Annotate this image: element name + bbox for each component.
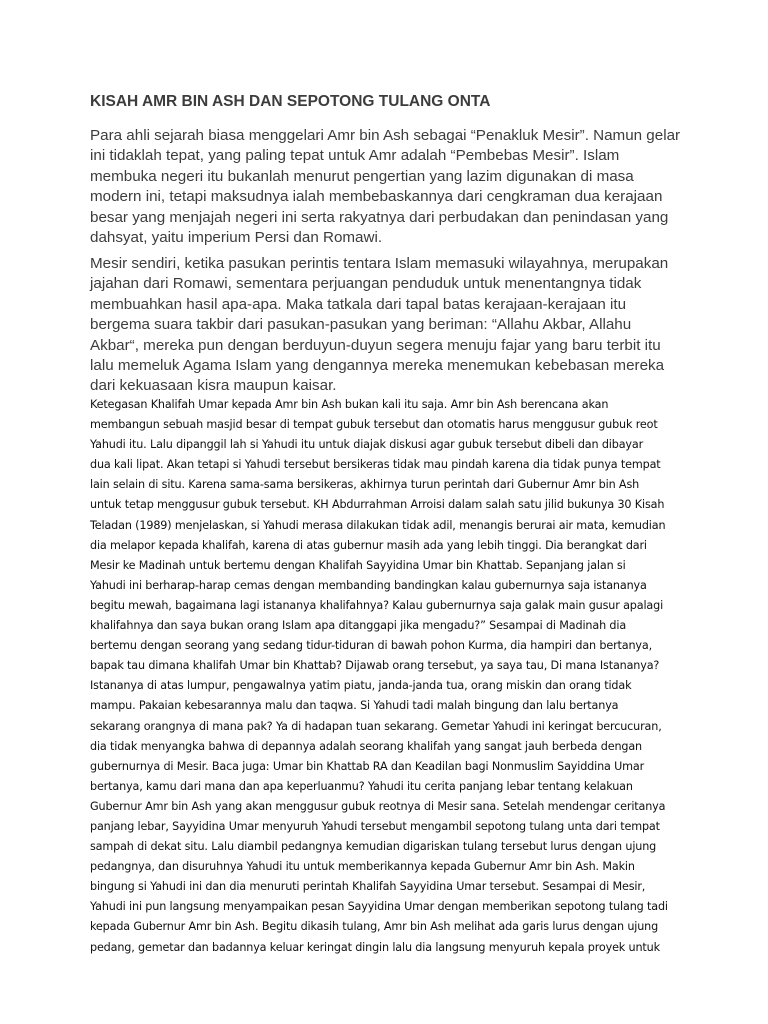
paragraph-story-line: bapak tau dimana khalifah Umar bin Khattab? Dijawab orang tersebut, ya saya tau, Di mana Istananya? xyxy=(90,659,660,673)
paragraph-story-line: sekarang orangnya di mana pak? Ya di hadapan tuan sekarang. Gemetar Yahudi ini keringat bercucuran, xyxy=(90,719,662,733)
paragraph-story-line: Yahudi ini berharap-harap cemas dengan membanding bandingkan kalau gubernurnya saja istananya xyxy=(90,578,647,592)
paragraph-story-line: membangun sebuah masjid besar di tempat gubuk tersebut dan otomatis harus menggusur gubuk reot xyxy=(90,418,658,432)
paragraph-intro-line: besar yang menjajah negeri ini serta rakyatnya dari perbudakan dan penindasan yang xyxy=(90,208,669,226)
paragraph-story xyxy=(90,395,690,958)
paragraph-story-line: Ketegasan Khalifah Umar kepada Amr bin Ash bukan kali itu saja. Amr bin Ash berencana akan xyxy=(90,398,609,411)
paragraph-mesir-line: bergema suara takbir dari pasukan-pasukan yang beriman: “Allahu Akbar, Allahu xyxy=(90,316,632,334)
paragraph-story-line: khalifahnya dan saya bukan orang Islam apa ditanggapi jika mengadu?” Sesampai di Madinah dia xyxy=(90,619,627,633)
paragraph-mesir-line: dari kekuasaan kisra maupun kaisar. xyxy=(90,377,337,395)
paragraph-story-line: dia tidak menyangka bahwa di depannya adalah seorang khalifah yang sangat jauh berbeda dengan xyxy=(90,739,642,753)
paragraph-story-line: panjang lebar, Sayyidina Umar menyuruh Yahudi tersebut mengambil sepotong tulang unta dari tempat xyxy=(90,819,660,833)
paragraph-mesir-line: Mesir sendiri, ketika pasukan perintis tentara Islam memasuki wilayahnya, merupakan xyxy=(90,255,669,272)
paragraph-story-line: dua kali lipat. Akan tetapi si Yahudi tersebut bersikeras tidak mau pindah karena dia tidak punya tempat xyxy=(90,458,661,472)
paragraph-intro-line: Para ahli sejarah biasa menggelari Amr bin Ash sebagai “Penakluk Mesir”. Namun gelar xyxy=(90,127,681,144)
paragraph-intro xyxy=(90,126,690,248)
paragraph-intro-line: modern ini, tetapi maksudnya ialah membebaskannya dari cengkraman dua kerajaan xyxy=(90,188,663,206)
paragraph-story-line: bertanya, kamu dari mana dan apa keperluanmu? Yahudi itu cerita panjang lebar tentang kelakuan xyxy=(90,779,633,793)
paragraph-story-line: sampah di dekat situ. Lalu diambil pedangnya kemudian digariskan tulang tersebut lurus dengan ujung xyxy=(90,840,657,854)
paragraph-intro-line: dahsyat, yaitu imperium Persi dan Romawi. xyxy=(90,229,383,247)
paragraph-story-line: untuk tetap menggusur gubuk tersebut. KH Abdurrahman Arroisi dalam salah satu jilid bukunya 30 Kisah xyxy=(90,498,665,512)
paragraph-story-line: pedangnya, dan disuruhnya Yahudi itu untuk memberikannya kepada Gubernur Amr bin Ash. Makin xyxy=(90,860,635,874)
paragraph-story-line: mampu. Pakaian kebesarannya malu dan taqwa. Si Yahudi tadi malah bingung dan lalu bertanya xyxy=(90,699,619,713)
paragraph-story-line: Teladan (1989) menjelaskan, si Yahudi merasa dilakukan tidak adil, menangis berurai air mata, kemudian xyxy=(90,518,666,532)
paragraph-intro-line: membuka negeri itu bukanlah menurut pengertian yang lazim digunakan di masa xyxy=(90,167,634,185)
paragraph-mesir-line: Akbar“, mereka pun dengan berduyun-duyun segera menuju fajar yang baru terbit itu xyxy=(90,336,661,354)
paragraph-mesir xyxy=(90,254,690,397)
paragraph-story-line: kepada Gubernur Amr bin Ash. Begitu dikasih tulang, Amr bin Ash melihat ada garis lurus dengan ujung xyxy=(90,920,659,934)
paragraph-story-line: Gubernur Amr bin Ash yang akan menggusur gubuk reotnya di Mesir sana. Setelah mendengar ceritanya xyxy=(90,799,666,813)
paragraph-intro-line: ini tidaklah tepat, yang paling tepat untuk Amr adalah “Pembebas Mesir”. Islam xyxy=(90,147,620,165)
paragraph-story-line: gubernurnya di Mesir. Baca juga: Umar bin Khattab RA dan Keadilan bagi Nonmuslim Sayiddina Umar xyxy=(90,759,645,773)
paragraph-story-line: pedang, gemetar dan badannya keluar keringat dingin lalu dia langsung menyuruh kepala proyek untuk xyxy=(90,940,660,954)
paragraph-story-line: Mesir ke Madinah untuk bertemu dengan Khalifah Sayyidina Umar bin Khattab. Sepanjang jalan si xyxy=(90,558,626,572)
paragraph-mesir-line: jajahan dari Romawi, sementara perjuangan penduduk untuk menentangnya tidak xyxy=(90,275,642,293)
paragraph-mesir-line: lalu memeluk Agama Islam yang dengannya mereka menemukan kebebasan mereka xyxy=(90,357,665,375)
paragraph-story-line: dia melapor kepada khalifah, karena di atas gubernur masih ada yang lebih tinggi. Dia berangkat dari xyxy=(90,538,647,552)
paragraph-story-line: bertemu dengan seorang yang sedang tidur-tiduran di bawah pohon Kurma, dia hampiri dan bertanya, xyxy=(90,639,653,653)
document-title: KISAH AMR BIN ASH DAN SEPOTONG TULANG ONTA xyxy=(90,93,491,110)
paragraph-story-line: begitu mewah, bagaimana lagi istananya khalifahnya? Kalau gubernurnya saja galak main gusur apalagi xyxy=(90,598,664,612)
paragraph-story-line: Yahudi ini pun langsung menyampaikan pesan Sayyidina Umar dengan memberikan sepotong tulang tadi xyxy=(90,900,668,914)
paragraph-story-line: bingung si Yahudi ini dan dia menuruti perintah Khalifah Sayyidina Umar tersebut. Sesampai di Mesir, xyxy=(90,880,646,894)
paragraph-mesir-line: membuahkan hasil apa-apa. Maka tatkala dari tapal batas kerajaan-kerajaan itu xyxy=(90,295,627,313)
paragraph-story-line: lain selain di situ. Karena sama-sama bersikeras, akhirnya turun perintah dari Gubernur Amr bin Ash xyxy=(90,478,640,492)
paragraph-story-line: Yahudi itu. Lalu dipanggil lah si Yahudi itu untuk diajak diskusi agar gubuk tersebut dibeli dan dibayar xyxy=(90,438,644,452)
paragraph-story-line: Istananya di atas lumpur, pengawalnya yatim piatu, janda-janda tua, orang miskin dan orang tidak xyxy=(90,679,632,693)
